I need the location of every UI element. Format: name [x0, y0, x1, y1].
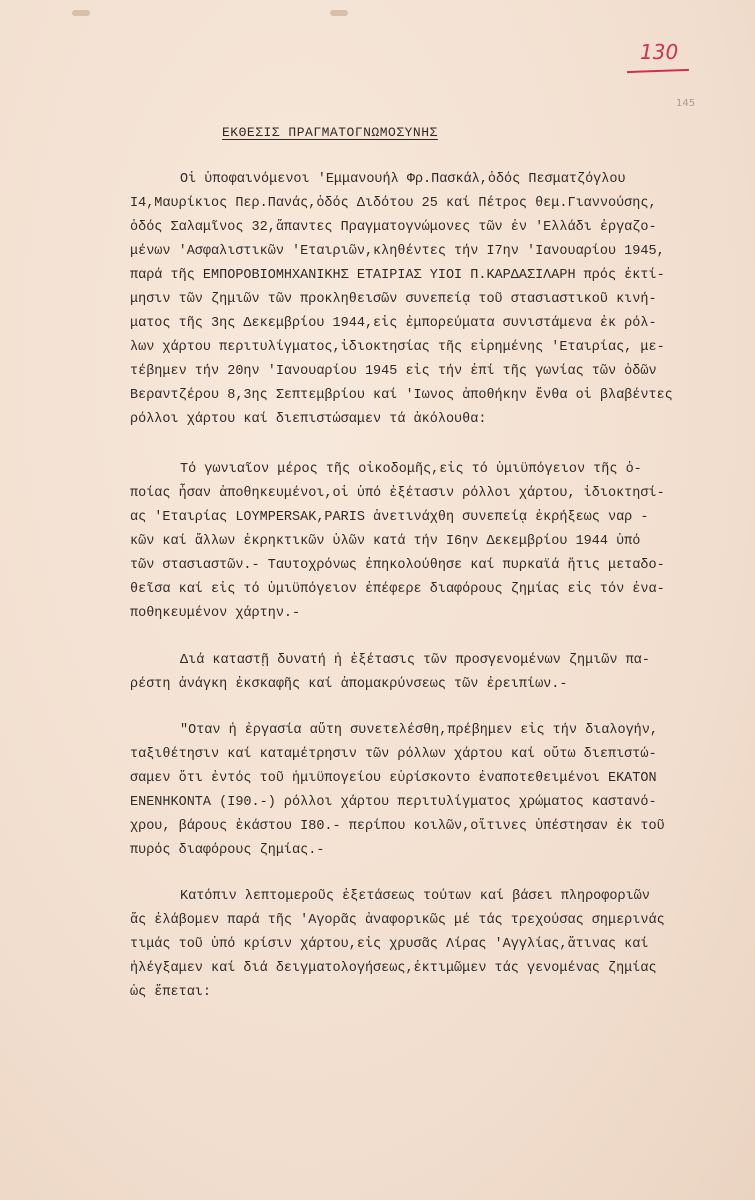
binder-hole — [72, 10, 90, 16]
text-line: Τό γωνιαῖον μέρος τῆς οἰκοδομῆς,εἰς τό ὑμιϋπόγειον τῆς ὁ- — [180, 462, 642, 477]
text-line: "Οταν ἡ ἐργασία αὕτη συνετελέσθη,πρέβημεν εἰς τήν διαλογήν, — [180, 723, 658, 738]
text-line: χρου, βάρους ἑκάστου Ι80.- περίπου κοιλῶν,οἵτινες ὑπέστησαν ἐκ τοῦ — [130, 819, 665, 834]
text-line: παρά τῆς ΕΜΠΟΡΟΒΙΟΜΗΧΑΝΙΚΗΣ ΕΤΑΙΡΙΑΣ ΥΙΟΙ Π.ΚΑΡΔΑΣΙΛΑΡΗ πρός ἐκτί- — [130, 268, 665, 283]
page-number-underline — [627, 69, 689, 73]
text-line: Βεραντζέρου 8,3ης Σεπτεμβρίου καί 'Ιωνος ἀποθήκην ἔνθα οἱ βλαβέντες — [130, 388, 673, 403]
text-line: ὡς ἕπεται: — [130, 985, 212, 1000]
text-line: τιμάς τοῦ ὑπό κρίσιν χάρτου,εἰς χρυσᾶς Λίρας 'Αγγλίας,ἅτινας καί — [130, 937, 649, 952]
document-title: ΕΚΘΕΣΙΣ ΠΡΑΓΜΑΤΟΓΝΩΜΟΣΥΝΗΣ — [222, 125, 438, 140]
text-line: ὁδός Σαλαμῖνος 32,ἅπαντες Πραγματογνώμονες τῶν ἐν 'Ελλάδι ἐργαζο- — [130, 220, 657, 235]
text-line: ρόλλοι χάρτου καί διεπιστώσαμεν τά ἀκόλουθα: — [130, 412, 487, 427]
text-line: θεῖσα καί εἰς τό ὑμιϋπόγειον ἐπέφερε διαφόρους ζημίας εἰς τόν ἐνα- — [130, 582, 665, 597]
text-line: ταξιθέτησιν καί καταμέτρησιν τῶν ρόλλων χάρτου καί οὕτω διεπιστώ- — [130, 747, 657, 762]
text-line: ματος τῆς 3ης Δεκεμβρίου 1944,εἰς ἐμπορεύματα συνιστάμενα ἐκ ρόλ- — [130, 316, 657, 331]
text-line: πυρός διαφόρους ζημίας.- — [130, 843, 325, 858]
text-line: ποθηκευμένον χάρτην.- — [130, 606, 301, 621]
text-line: τῶν στασιαστῶν.- Ταυτοχρόνως ἐπηκολούθησε καί πυρκαϊά ἥτις μεταδο- — [130, 558, 665, 573]
text-line: τέβημεν τήν 20ην 'Ιανουαρίου 1945 εἰς τήν ἐπί τῆς γωνίας τῶν ὁδῶν — [130, 364, 657, 379]
text-line: ποίας ἦσαν ἀποθηκευμένοι,οἱ ὑπό ἐξέτασιν ρόλλοι χάρτου, ἰδιοκτησί- — [130, 486, 665, 501]
text-line: Κατόπιν λεπτομεροῦς ἐξετάσεως τούτων καί βάσει πληροφοριῶν — [180, 889, 650, 904]
text-line: Ι4,Μαυρίκιος Περ.Πανάς,ὁδός Διδότου 25 καί Πέτρος θεμ.Γιαννούσης, — [130, 196, 657, 211]
text-line: ΕΝΕΝΗΚΟΝΤΑ (Ι90.-) ρόλλοι χάρτου περιτυλίγματος χρώματος καστανό- — [130, 795, 657, 810]
binder-hole — [330, 10, 348, 16]
text-line: ἠλέγξαμεν καί διά δειγματολογήσεως,ἐκτιμῶμεν τάς γενομένας ζημίας — [130, 961, 657, 976]
text-line: κῶν καί ἄλλων ἐκρηκτικῶν ὑλῶν κατά τήν Ι6ην Δεκεμβρίου 1944 ὑπό — [130, 534, 641, 549]
text-line: Διά καταστῇ δυνατή ἡ ἐξέτασις τῶν προσγενομένων ζημιῶν πα- — [180, 653, 650, 668]
text-line: σαμεν ὅτι ἐντός τοῦ ἡμιϋπογείου εὑρίσκοντο ἐναποτεθειμένοι ΕΚΑΤΟΝ — [130, 771, 657, 786]
text-line: ἅς ἐλάβομεν παρά τῆς 'Αγορᾶς ἀναφορικῶς μέ τάς τρεχούσας σημερινάς — [130, 913, 665, 928]
text-line: ας 'Εταιρίας LOYMPERSAK,PARIS ἀνετινάχθη συνεπείᾳ ἐκρήξεως ναρ - — [130, 510, 649, 525]
page-number: 130 — [640, 40, 679, 64]
text-line: μένων 'Ασφαλιστικῶν 'Εταιριῶν,κληθέντες τήν Ι7ην 'Ιανουαρίου 1945, — [130, 244, 665, 259]
text-line: ρέστη ἀνάγκη ἐκσκαφῆς καί ἀπομακρύνσεως τῶν ἐρειπίων.- — [130, 677, 568, 692]
text-line: Οἱ ὑποφαινόμενοι 'Εμμανουήλ Φρ.Πασκάλ,ὁδός Πεσματζόγλου — [180, 172, 626, 187]
text-line: μησιν τῶν ζημιῶν τῶν προκληθεισῶν συνεπείᾳ τοῦ στασιαστικοῦ κινή- — [130, 292, 657, 307]
text-line: λων χάρτου περιτυλίγματος,ἰδιοκτησίας τῆς εἰρημένης 'Εταιρίας, με- — [130, 340, 665, 355]
pencil-note: 145 — [676, 98, 696, 109]
